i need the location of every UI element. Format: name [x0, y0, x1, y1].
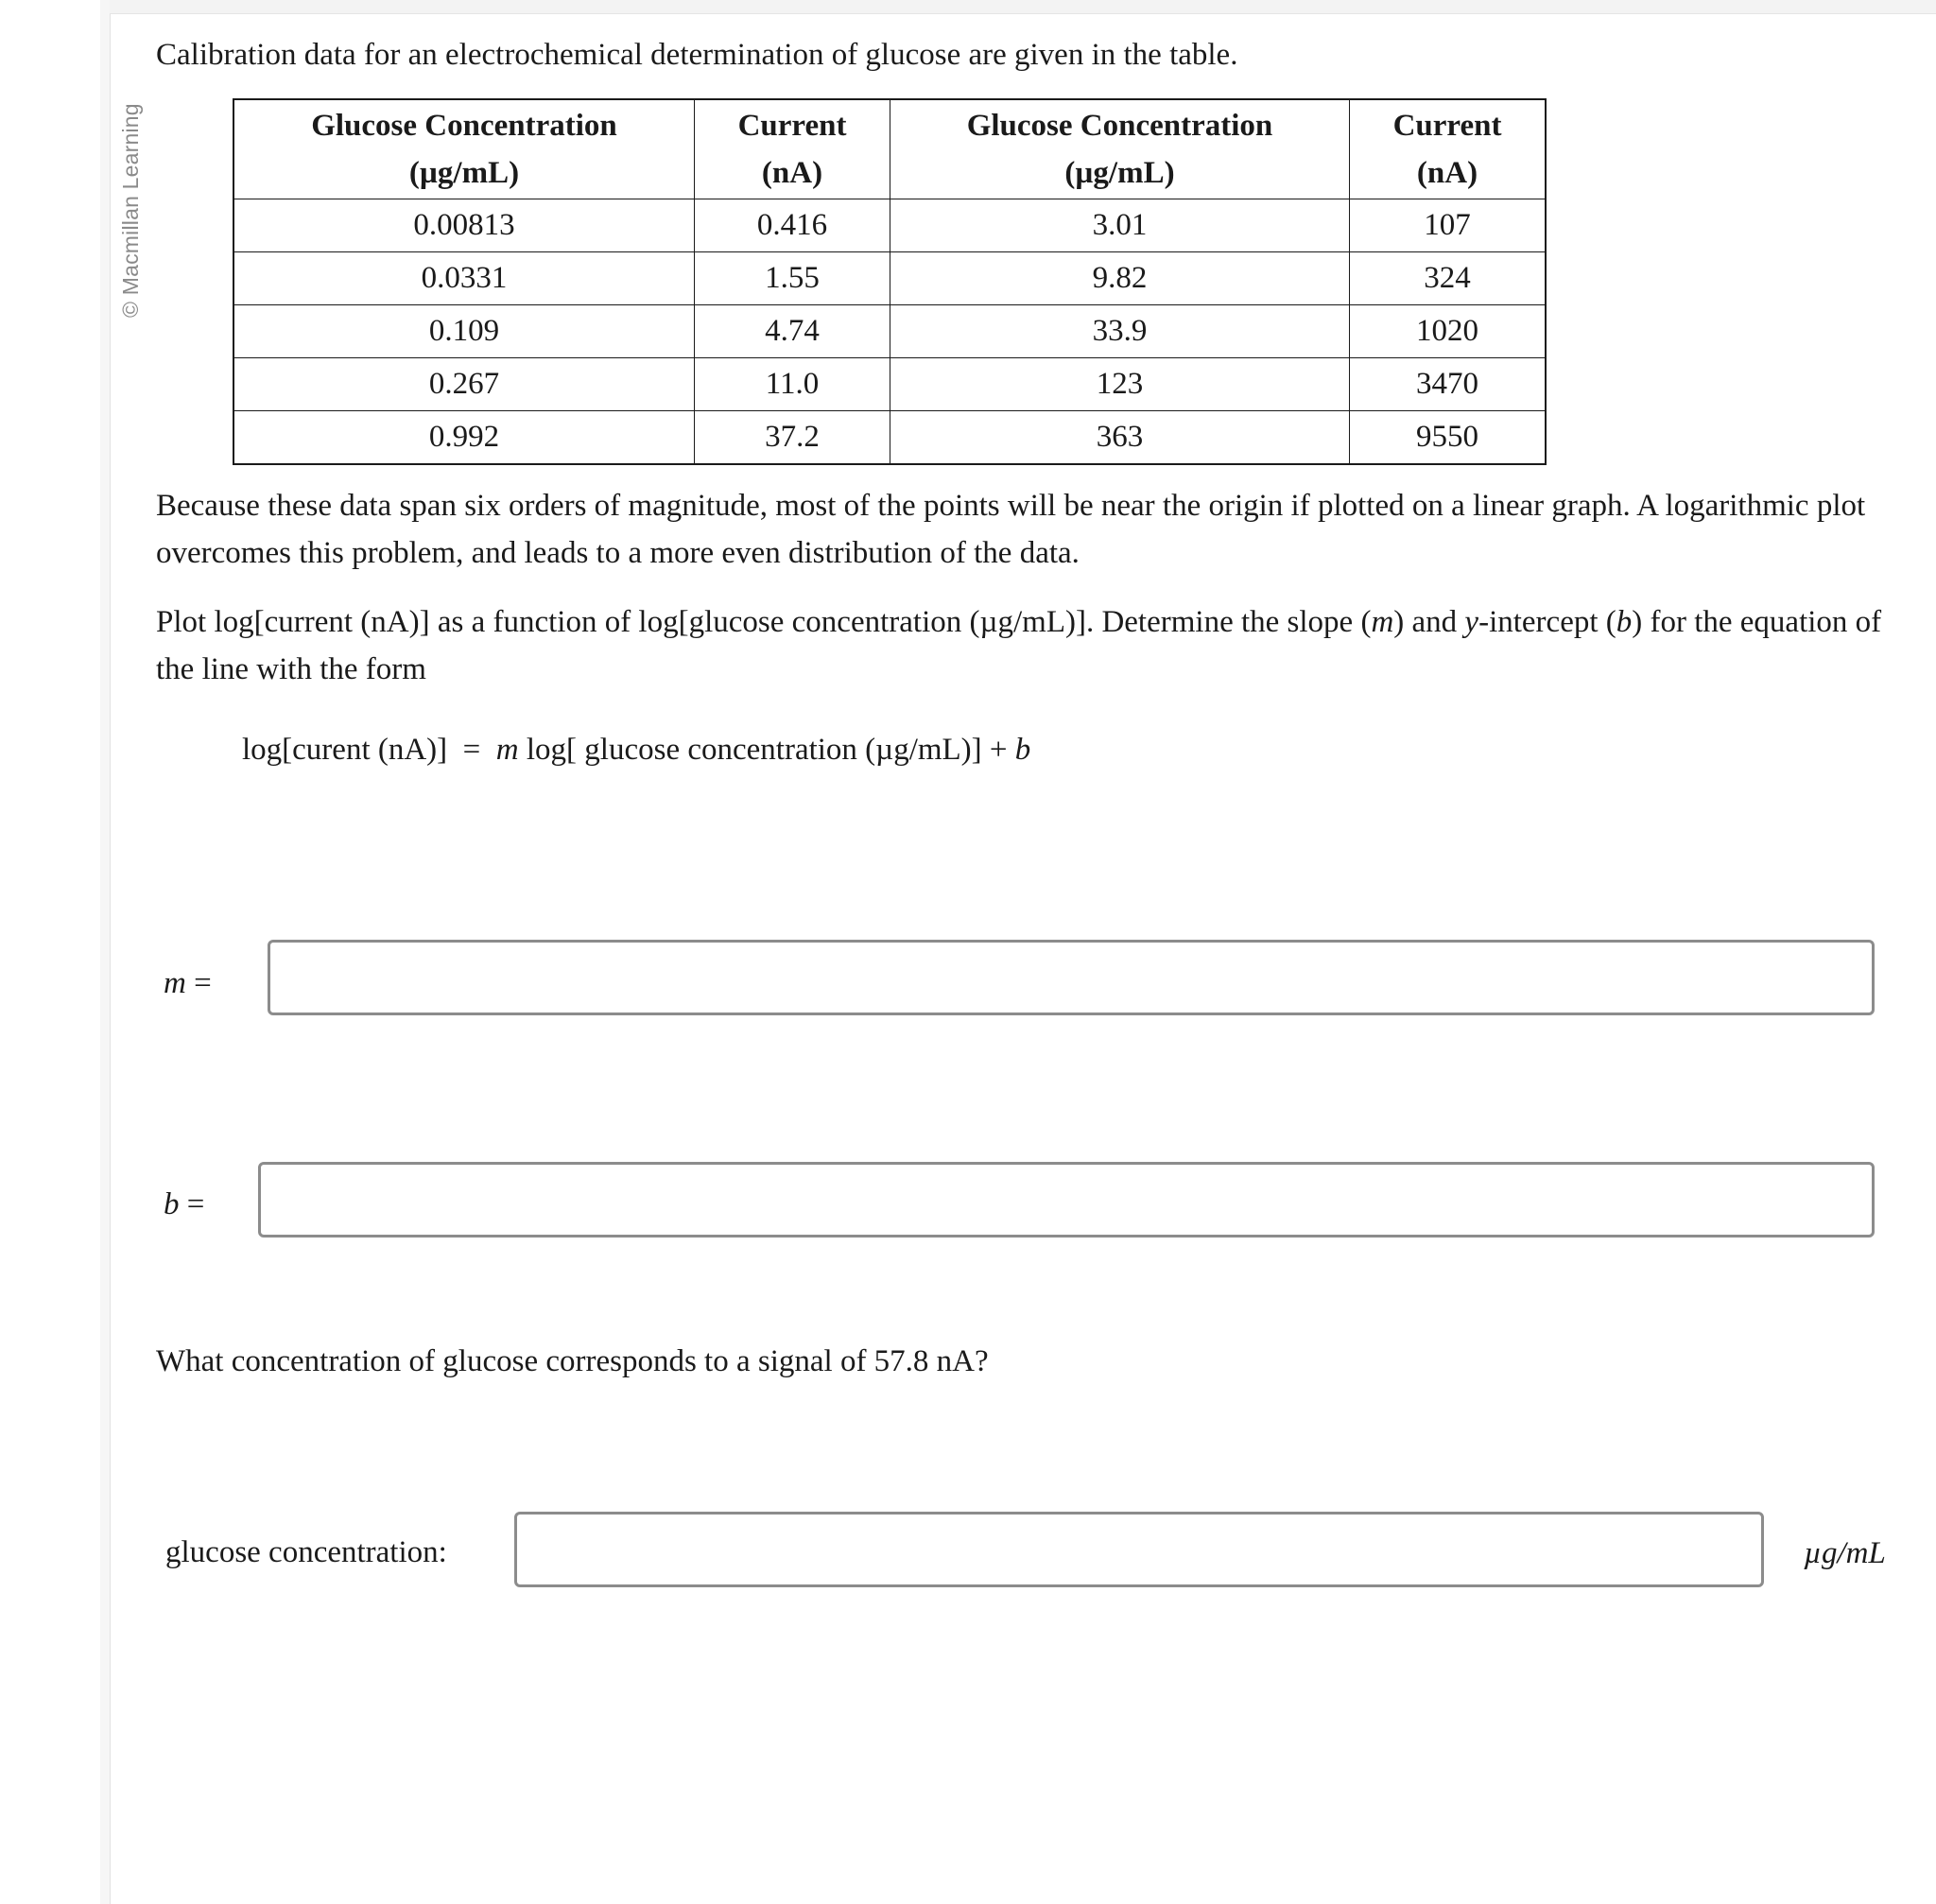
table-cell: 123 — [890, 358, 1350, 411]
header-unit: (µg/mL) — [1064, 156, 1175, 190]
table-cell: 11.0 — [695, 358, 890, 411]
header-glucose-concentration-2 — [890, 99, 1350, 199]
concentration-unit: µg/mL — [1804, 1536, 1886, 1570]
table-cell: 9550 — [1350, 411, 1547, 465]
table-cell: 363 — [890, 411, 1350, 465]
header-line: Glucose Concentration — [311, 109, 617, 143]
left-gutter-border — [100, 0, 111, 1904]
equation-equals: = — [462, 733, 481, 767]
equation-b: b — [1014, 733, 1031, 767]
left-gutter — [0, 0, 102, 1904]
slope-label — [164, 966, 212, 1001]
intercept-input[interactable] — [258, 1162, 1875, 1238]
table-row — [233, 305, 1546, 358]
header-unit: (nA) — [761, 156, 823, 190]
header-current-1 — [695, 99, 890, 199]
intercept-symbol: b — [1616, 605, 1633, 639]
header-line: Current — [1392, 109, 1502, 143]
header-line: Current — [737, 109, 847, 143]
table-cell: 0.109 — [233, 305, 695, 358]
instruction-text: -intercept ( — [1478, 605, 1616, 639]
intercept-equals: = — [186, 1187, 205, 1221]
header-line: Glucose Concentration — [966, 109, 1273, 143]
concentration-label: glucose concentration: — [165, 1535, 447, 1569]
table-cell: 0.0331 — [233, 252, 695, 305]
table-cell: 324 — [1350, 252, 1547, 305]
table-cell: 0.267 — [233, 358, 695, 411]
explanation-paragraph: Because these data span six orders of magnitude, most of the points will be near the origin if plotted on a linear graph. A logarithmic plot overcomes this problem, and leads to a more even distribution of the data. — [156, 489, 1866, 570]
table-cell: 0.416 — [695, 199, 890, 252]
equation-rhs: log[ glucose concentration (µg/mL)] + — [526, 733, 1008, 767]
table-row — [233, 199, 1546, 252]
equation-lhs: log[curent (nA)] — [242, 733, 448, 767]
line-equation — [242, 733, 1030, 768]
top-strip — [110, 0, 1936, 14]
calibration-table — [233, 98, 1547, 465]
intercept-label — [164, 1187, 204, 1222]
slope-symbol: m — [1371, 605, 1394, 639]
concentration-input[interactable] — [514, 1512, 1764, 1587]
slope-var: m — [164, 966, 186, 1000]
slope-input[interactable] — [268, 940, 1875, 1015]
instruction-text: Plot log[current (nA)] as a function of log[glucose concentration (µg/mL)]. Determine the slope ( — [156, 605, 1372, 639]
y-symbol: y — [1464, 605, 1479, 639]
header-unit: (µg/mL) — [408, 156, 520, 190]
table-cell: 107 — [1350, 199, 1547, 252]
table-row — [233, 411, 1546, 465]
instruction-text: ) and — [1393, 605, 1465, 639]
table-row — [233, 252, 1546, 305]
header-current-2 — [1350, 99, 1547, 199]
instruction-text: ) for the equation of the line with the form — [156, 605, 1882, 686]
table-cell: 0.00813 — [233, 199, 695, 252]
table-cell: 3.01 — [890, 199, 1350, 252]
table-header-row — [233, 99, 1546, 199]
equation-m: m — [495, 733, 519, 767]
table-cell: 37.2 — [695, 411, 890, 465]
table-cell: 9.82 — [890, 252, 1350, 305]
table-cell: 1020 — [1350, 305, 1547, 358]
table-cell: 0.992 — [233, 411, 695, 465]
table-cell: 3470 — [1350, 358, 1547, 411]
slope-equals: = — [194, 966, 212, 1000]
copyright-notice: © Macmillan Learning — [118, 103, 143, 318]
instruction-paragraph — [156, 598, 1905, 693]
intercept-var: b — [164, 1187, 180, 1221]
question-text: What concentration of glucose corresponds to a signal of 57.8 nA? — [156, 1344, 989, 1378]
table-cell: 4.74 — [695, 305, 890, 358]
table-row — [233, 358, 1546, 411]
intro-text: Calibration data for an electrochemical determination of glucose are given in the table. — [156, 38, 1238, 72]
header-unit: (nA) — [1416, 156, 1478, 190]
table-cell: 33.9 — [890, 305, 1350, 358]
table-cell: 1.55 — [695, 252, 890, 305]
header-glucose-concentration-1 — [233, 99, 695, 199]
